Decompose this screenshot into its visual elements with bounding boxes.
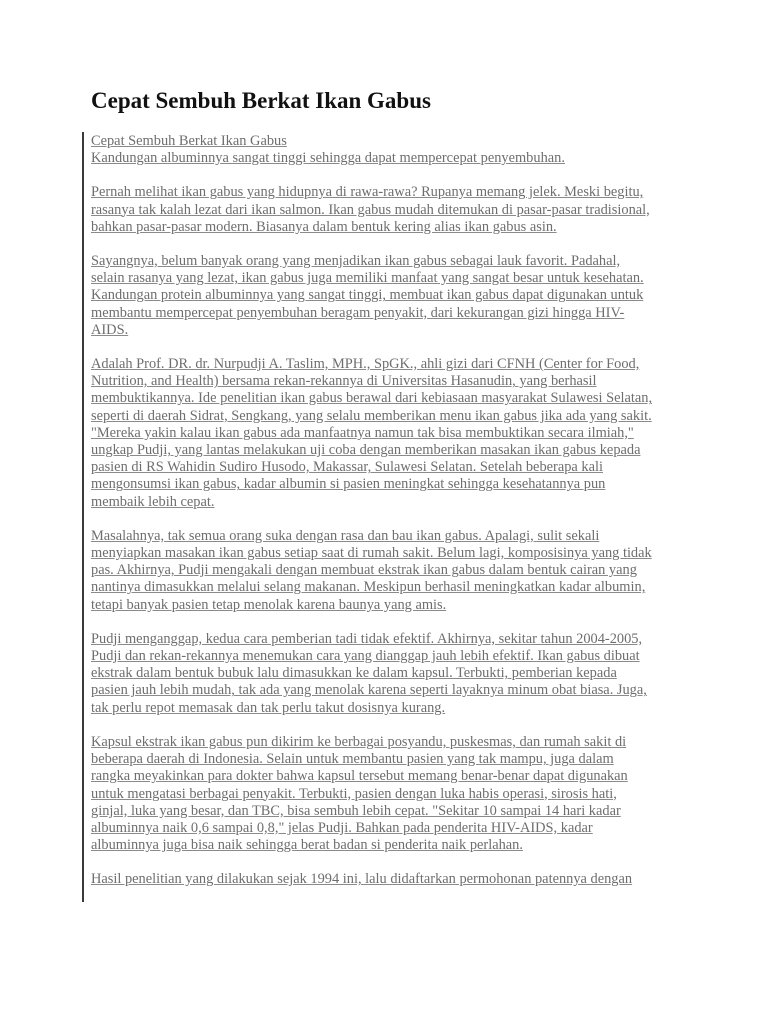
paragraph-line-link[interactable]: Sayangnya, belum banyak orang yang menjadikan ikan gabus sebagai lauk favorit. Padahal, bbox=[91, 253, 621, 270]
paragraph-line-link[interactable]: Nutrition, and Health) bersama rekan-rekannya di Universitas Hasanudin, yang berhasil bbox=[91, 373, 597, 390]
paragraph-line-link[interactable]: membuktikannya. Ide penelitian ikan gabus berawal dari kebiasaan masyarakat Sulawesi Selatan, bbox=[91, 390, 653, 407]
paragraph-line-link[interactable]: ungkap Pudji, yang lantas melakukan uji coba dengan memberikan masakan ikan gabus kepada bbox=[91, 442, 641, 459]
quote-bar bbox=[82, 132, 84, 902]
paragraph-line-link[interactable]: ginjal, luka yang besar, dan TBC, bisa sembuh lebih cepat. "Sekitar 10 sampai 14 hari kadar bbox=[91, 802, 621, 819]
article-paragraph bbox=[91, 253, 683, 339]
paragraph-line-link[interactable]: beberapa daerah di Indonesia. Selain untuk membantu pasien yang tak mampu, juga dalam bbox=[91, 751, 614, 768]
paragraph-line-link[interactable]: Pudji dan rekan-rekannya menemukan cara yang dianggap jauh lebih efektif. Ikan gabus dibuat bbox=[91, 648, 640, 665]
article-paragraph bbox=[91, 871, 683, 888]
paragraph-line-link[interactable]: albuminnya naik 0,6 sampai 0,8," jelas Pudji. Bahkan pada penderita HIV-AIDS, kadar bbox=[91, 819, 593, 836]
paragraph-line-link[interactable]: tetapi banyak pasien tetap menolak karena baunya yang amis. bbox=[91, 596, 447, 613]
paragraph-line-link[interactable]: mengonsumsi ikan gabus, kadar albumin si pasien meningkat sehingga kesehatannya pun bbox=[91, 476, 606, 493]
paragraph-line-link[interactable]: untuk mengatasi berbagai penyakit. Terbukti, pasien dengan luka habis operasi, sirosis hati, bbox=[91, 785, 617, 802]
paragraph-line-link[interactable]: rasanya tak kalah lezat dari ikan salmon. Ikan gabus mudah ditemukan di pasar-pasar tradisional, bbox=[91, 201, 650, 218]
article-paragraph bbox=[91, 133, 683, 167]
paragraph-line-link[interactable]: Kandungan albuminnya sangat tinggi sehingga dapat mempercepat penyembuhan. bbox=[91, 150, 565, 167]
paragraph-line-link[interactable]: Adalah Prof. DR. dr. Nurpudji A. Taslim, MPH., SpGK., ahli gizi dari CFNH (Center for Food, bbox=[91, 356, 640, 373]
paragraph-line-link[interactable]: albuminnya juga bisa naik sehingga berat badan si penderita naik perlahan. bbox=[91, 837, 523, 854]
paragraph-line-link[interactable]: rangka meyakinkan para dokter bahwa kapsul tersebut memang benar-benar dapat digunakan bbox=[91, 768, 628, 785]
article-paragraph bbox=[91, 184, 683, 236]
paragraph-line-link[interactable]: Masalahnya, tak semua orang suka dengan rasa dan bau ikan gabus. Apalagi, sulit sekali bbox=[91, 527, 600, 544]
paragraph-line-link[interactable]: AIDS. bbox=[91, 321, 129, 338]
article-paragraph bbox=[91, 528, 683, 614]
paragraph-line-link[interactable]: selain rasanya yang lezat, ikan gabus juga memiliki manfaat yang sangat besar untuk kesehatan. bbox=[91, 270, 644, 287]
paragraph-line-link[interactable]: menyiapkan masakan ikan gabus setiap saat di rumah sakit. Belum lagi, komposisinya yang tidak bbox=[91, 545, 652, 562]
paragraph-line-link[interactable]: Kapsul ekstrak ikan gabus pun dikirim ke berbagai posyandu, puskesmas, dan rumah sakit di bbox=[91, 733, 627, 750]
article-body bbox=[91, 133, 683, 906]
paragraph-line-link[interactable]: seperti di daerah Sidrat, Sengkang, yang selalu memberikan menu ikan gabus jika ada yang sakit. bbox=[91, 407, 652, 424]
paragraph-line-link[interactable]: Pernah melihat ikan gabus yang hidupnya di rawa-rawa? Rupanya memang jelek. Meski begitu, bbox=[91, 184, 644, 201]
paragraph-line-link[interactable]: Kandungan protein albuminnya yang sangat tinggi, membuat ikan gabus dapat digunakan untuk bbox=[91, 287, 644, 304]
article-paragraph bbox=[91, 631, 683, 717]
paragraph-line-link[interactable]: pas. Akhirnya, Pudji mengakali dengan membuat ekstrak ikan gabus dalam bentuk cairan yang bbox=[91, 562, 637, 579]
paragraph-line-link[interactable]: Hasil penelitian yang dilakukan sejak 1994 ini, lalu didaftarkan permohonan patennya dengan bbox=[91, 871, 633, 888]
paragraph-line-link[interactable]: pasien jauh lebih mudah, tak ada yang menolak karena seperti layaknya minum obat biasa. Juga, bbox=[91, 682, 647, 699]
paragraph-line-link[interactable]: Cepat Sembuh Berkat Ikan Gabus bbox=[91, 133, 287, 149]
paragraph-line-link[interactable]: pasien di RS Wahidin Sudiro Husodo, Makassar, Sulawesi Selatan. Setelah beberapa kali bbox=[91, 459, 603, 476]
paragraph-line-link[interactable]: membantu mempercepat penyembuhan beragam penyakit, dari kekurangan gizi hingga HIV- bbox=[91, 304, 625, 321]
paragraph-line-link[interactable]: Pudji menganggap, kedua cara pemberian tadi tidak efektif. Akhirnya, sekitar tahun 2004-2005, bbox=[91, 630, 643, 647]
paragraph-line-link[interactable]: nantinya dimasukkan melalui selang makanan. Meskipun berhasil meningkatkan kadar albumin, bbox=[91, 579, 646, 596]
paragraph-line-link[interactable]: membaik lebih cepat. bbox=[91, 493, 215, 510]
paragraph-line-link[interactable]: bahkan pasar-pasar modern. Biasanya dalam bentuk kering alias ikan gabus asin. bbox=[91, 218, 557, 235]
page-title: Cepat Sembuh Berkat Ikan Gabus bbox=[91, 88, 431, 113]
article-paragraph bbox=[91, 356, 683, 511]
paragraph-line-link[interactable]: tak perlu repot memasak dan tak perlu takut dosisnya kurang. bbox=[91, 699, 446, 716]
paragraph-line-link[interactable]: ekstrak dalam bentuk bubuk lalu dimasukkan ke dalam kapsul. Terbukti, pemberian kepada bbox=[91, 665, 617, 682]
article-paragraph bbox=[91, 734, 683, 854]
paragraph-line-link[interactable]: "Mereka yakin kalau ikan gabus ada manfaatnya namun tak bisa membuktikan secara ilmiah," bbox=[91, 424, 634, 441]
